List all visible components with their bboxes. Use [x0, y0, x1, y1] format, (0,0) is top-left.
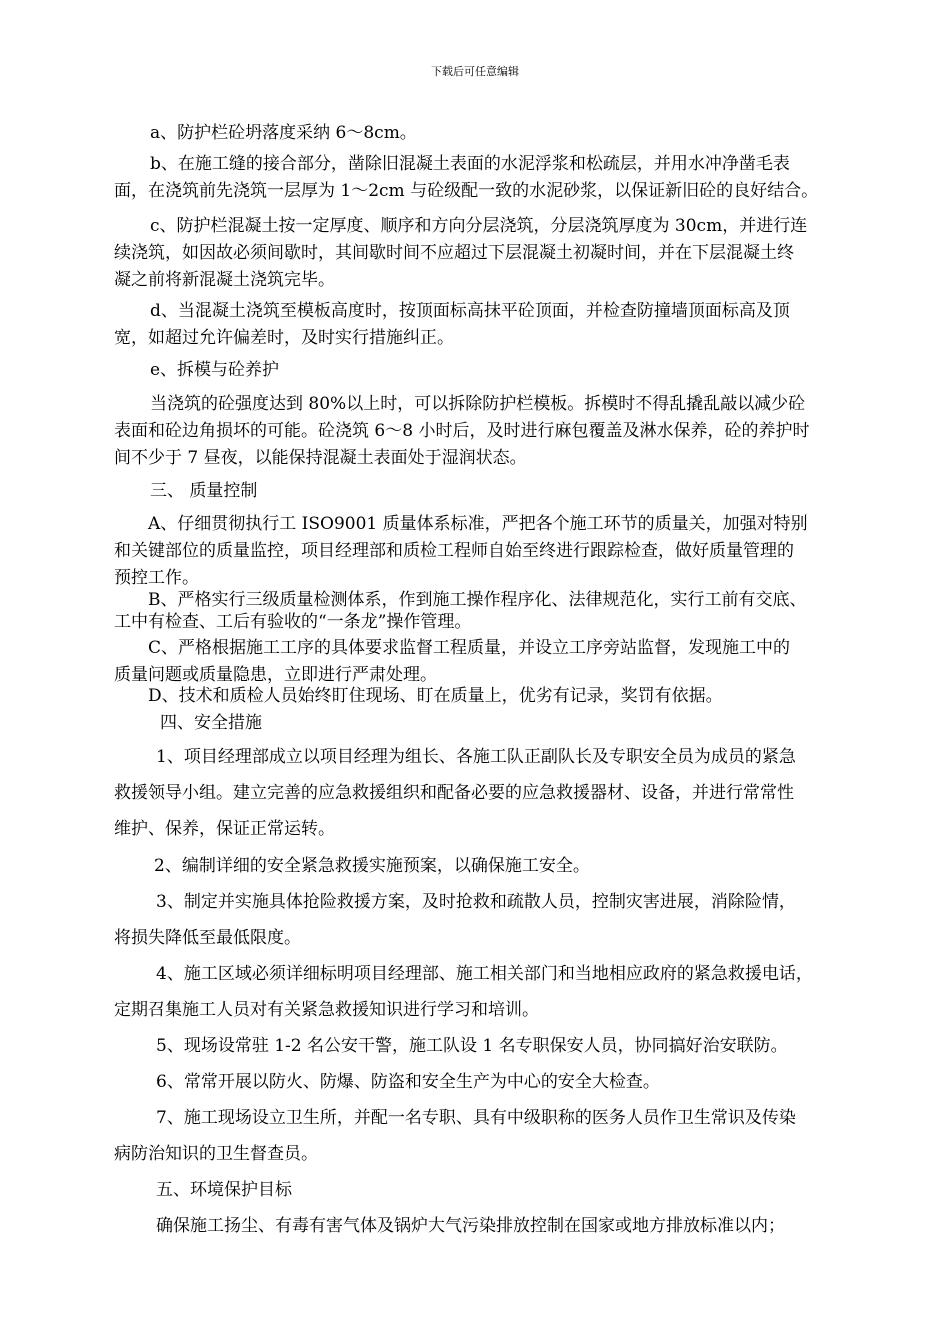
text-line: 3、制定并实施具体抢险救援方案，及时抢救和疏散人员，控制灾害进展，消除险情，: [156, 892, 796, 912]
text-line: 2、编制详细的安全紧急救援实施预案，以确保施工安全。: [154, 856, 590, 876]
text-line: D、技术和质检人员始终盯住现场、盯在质量上，优劣有记录，奖罚有依据。: [148, 686, 723, 706]
paragraph-safety-2: [114, 848, 894, 884]
text-line: 预控工作。: [114, 568, 199, 588]
text-line: 维护、保养，保证正常运转。: [114, 819, 335, 839]
text-line: 工中有检查、工后有验收的“一条龙”操作管理。: [114, 612, 472, 632]
paragraph-c: [114, 213, 894, 294]
text-line: 救援领导小组。建立完善的应急救援组织和配备必要的应急救援器材、设备，并进行常常性: [114, 783, 794, 803]
text-line: 确保施工扬尘、有毒有害气体及锅炉大气污染排放控制在国家或地方排放标准以内；: [156, 1216, 785, 1236]
text-line: A、仔细贯彻执行工 ISO9001 质量体系标准，严把各个施工环节的质量关，加强对特别: [148, 514, 808, 534]
text-line: 表面和砼边角损坏的可能。砼浇筑 6～8 小时后，及时进行麻包覆盖及淋水保养，砼的养护时: [114, 421, 810, 441]
paragraph-quality-a: [114, 511, 894, 592]
paragraph-safety-1: [114, 739, 894, 847]
text-line: 五、环境保护目标: [156, 1180, 292, 1200]
paragraph-curing: [114, 391, 894, 472]
text-line: e、拆模与砼养护: [150, 360, 280, 380]
text-line: 宽，如超过允许偏差时，及时实行措施纠正。: [114, 328, 454, 348]
text-line: C、严格根据施工工序的具体要求监督工程质量，并设立工序旁站监督，发现施工中的: [148, 638, 791, 658]
text-line: 7、施工现场设立卫生所，并配一名专职、具有中级职称的医务人员作卫生常识及传染: [156, 1108, 796, 1128]
text-line: 和关键部位的质量监控，项目经理部和质检工程师自始至终进行跟踪检查，做好质量管理的: [114, 541, 794, 561]
text-line: 1、项目经理部成立以项目经理为组长、各施工队正副队长及专职安全员为成员的紧急: [156, 747, 796, 767]
paragraph-d: [114, 298, 894, 352]
text-line: 质量问题或质量隐患，立即进行严肃处理。: [114, 665, 437, 685]
text-line: 间不少于 7 昼夜，以能保持混凝土表面处于湿润状态。: [114, 448, 527, 468]
text-line: 病防治知识的卫生督查员。: [114, 1144, 318, 1164]
paragraph-safety-4: [114, 956, 894, 1028]
text-line: B、严格实行三级质量检测体系，作到施工操作程序化、法律规范化，实行工前有交底、: [148, 590, 807, 610]
text-line: 凝之前将新混凝土浇筑完毕。: [114, 270, 335, 290]
text-line: a、防护栏砼坍落度采纳 6～8cm。: [150, 123, 417, 143]
paragraph-b: [114, 151, 894, 205]
text-line: 定期召集施工人员对有关紧急救援知识进行学习和培训。: [114, 1000, 539, 1020]
paragraph-safety-3: [114, 884, 894, 956]
paragraph-safety-5: [114, 1028, 894, 1064]
paragraph-e-heading: [114, 357, 894, 384]
text-line: 将损失降低至最低限度。: [114, 928, 301, 948]
text-line: 面，在浇筑前先浇筑一层厚为 1～2cm 与砼级配一致的水泥砂浆，以保证新旧砼的良好结合。: [114, 181, 819, 201]
paragraph-quality-c: [114, 635, 894, 689]
paragraph-environment: [114, 1208, 894, 1244]
text-line: b、在施工缝的接合部分，凿除旧混凝土表面的水泥浮浆和松疏层，并用水冲净凿毛表: [150, 154, 790, 174]
text-line: 四、安全措施: [160, 713, 262, 733]
paragraph-safety-7: [114, 1100, 894, 1172]
text-line: d、当混凝土浇筑至模板高度时，按顶面标高抹平砼顶面，并检查防撞墙顶面标高及顶: [150, 301, 790, 321]
text-line: 6、常常开展以防火、防爆、防盗和安全生产为中心的安全大检查。: [156, 1072, 660, 1092]
paragraph-quality-d: [114, 683, 894, 710]
text-line: c、防护栏混凝土按一定厚度、顺序和方向分层浇筑，分层浇筑厚度为 30cm，并进行连: [150, 216, 808, 236]
section-heading-quality: [114, 478, 894, 505]
paragraph-quality-b: [114, 589, 894, 633]
page-header: 下载后可任意编辑: [431, 65, 519, 78]
section-heading-environment: [114, 1172, 894, 1208]
text-line: 三、 质量控制: [150, 481, 258, 501]
paragraph-a: [114, 120, 894, 147]
text-line: 当浇筑的砼强度达到 80%以上时，可以拆除防护栏模板。拆模时不得乱撬乱敲以减少砼: [150, 394, 806, 414]
text-line: 4、施工区域必须详细标明项目经理部、施工相关部门和当地相应政府的紧急救援电话，: [156, 964, 813, 984]
text-line: 续浇筑，如因故必须间歇时，其间歇时间不应超过下层混凝土初凝时间，并在下层混凝土终: [114, 243, 794, 263]
paragraph-safety-6: [114, 1064, 894, 1100]
section-heading-safety: [114, 710, 894, 737]
text-line: 5、现场设常驻 1-2 名公安干警，施工队设 1 名专职保安人员，协同搞好治安联防。: [156, 1036, 788, 1056]
